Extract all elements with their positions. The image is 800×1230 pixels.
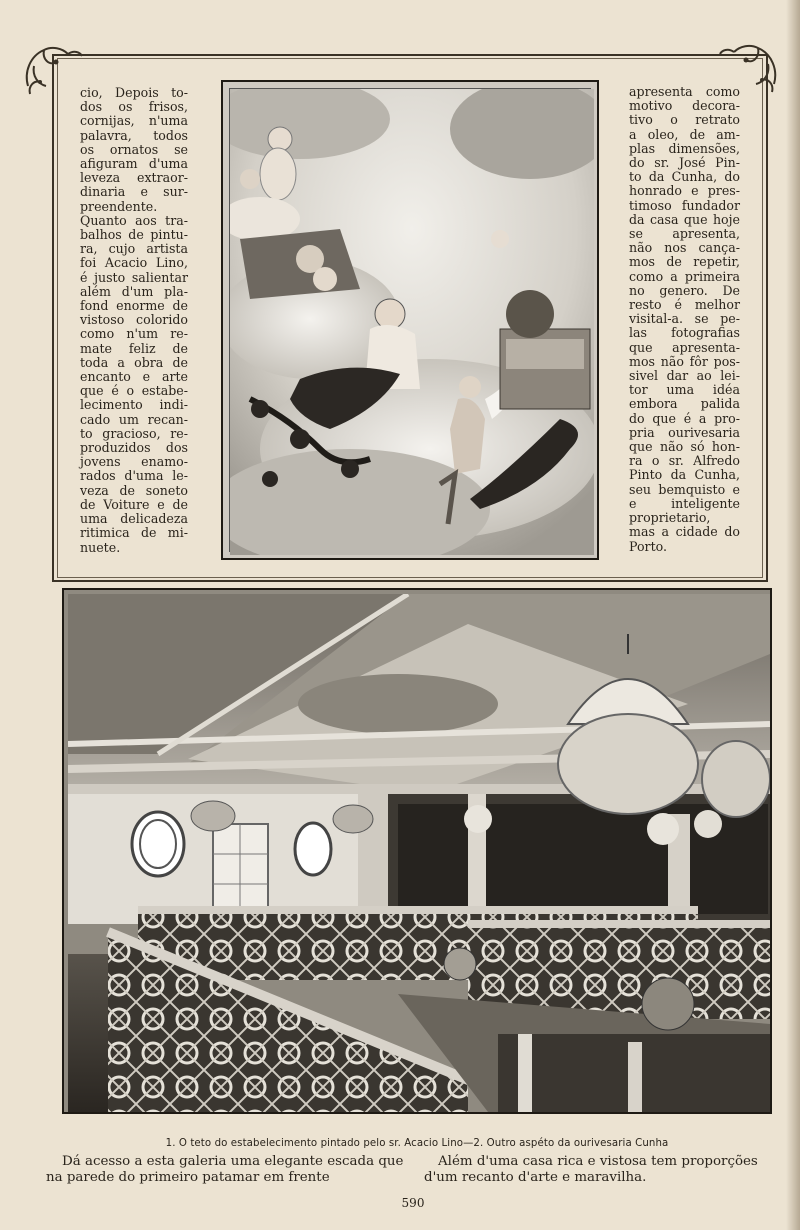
text-line: mos de repetir,	[629, 254, 740, 270]
text-line: resto é melhor	[629, 297, 740, 313]
text-line: Dá acesso a esta galeria uma elegante escada que	[62, 1154, 404, 1169]
text-line: cornijas, n'uma	[80, 113, 188, 129]
text-line: leveza extraor-	[80, 170, 188, 186]
text-line: que apresenta-	[629, 339, 740, 355]
text-line: preendente.	[80, 198, 158, 214]
text-line: mas a cidade do	[629, 524, 740, 540]
text-line: mos não fôr pos-	[629, 353, 740, 369]
page-edge-shadow	[786, 0, 800, 1230]
text-line: d'um recanto d'arte e maravilha.	[424, 1170, 647, 1185]
shop-interior-photo	[62, 588, 772, 1114]
text-line: rados d'uma le-	[80, 468, 188, 484]
text-line: fond enorme de	[80, 298, 188, 314]
text-line: tivo o retrato	[629, 112, 740, 128]
text-line: Além d'uma casa rica e vistosa tem proporções	[438, 1154, 758, 1169]
text-line: encanto e arte	[80, 369, 188, 385]
right-text-column	[629, 85, 740, 554]
text-line: apresenta como	[629, 84, 740, 99]
text-line: a oleo, de am-	[629, 126, 740, 142]
corner-ornament-icon	[22, 36, 86, 100]
text-line: lecimento indi-	[80, 397, 188, 413]
left-text-column	[80, 86, 188, 555]
text-line: de Voiture e de	[80, 496, 188, 512]
text-line: além d'um pla-	[80, 283, 188, 299]
text-line: ra, cujo artista	[80, 241, 188, 257]
text-line: na parede do primeiro patamar em frente	[46, 1170, 330, 1185]
text-line: honrado e pres-	[629, 183, 740, 199]
text-line: jovens enamo-	[80, 454, 188, 470]
bottom-right-paragraph	[424, 1154, 776, 1186]
bottom-left-paragraph	[46, 1154, 404, 1186]
text-line: que é o estabe-	[80, 383, 188, 399]
text-line: é justo salientar	[80, 269, 188, 285]
text-line: proprietario,	[629, 510, 711, 526]
ceiling-painting-photo	[221, 80, 599, 560]
text-line: se apresenta,	[629, 226, 740, 242]
text-line: nuete.	[80, 539, 121, 555]
text-line: motivo decora-	[629, 98, 740, 114]
text-line: ra o sr. Alfredo	[629, 453, 740, 469]
shop-interior-image	[68, 594, 770, 1112]
page-number: 590	[401, 1196, 425, 1210]
text-line: to da Cunha, do	[629, 169, 740, 185]
text-line: Quanto aos tra-	[80, 212, 188, 228]
text-line: uma delicadeza	[80, 511, 188, 527]
text-line: produzidos dos	[80, 440, 188, 456]
text-line: dos os frisos,	[80, 99, 188, 115]
text-line: seu bemquisto e	[629, 481, 740, 497]
text-line: que não só hon-	[629, 439, 740, 455]
text-line: to gracioso, re-	[80, 425, 188, 441]
text-line: veza de soneto	[80, 482, 188, 498]
text-line: afiguram d'uma	[80, 156, 188, 172]
text-line: vistoso colorido	[80, 312, 188, 328]
text-line: não nos cança-	[629, 240, 740, 256]
text-line: palavra, todos	[80, 127, 188, 143]
text-line: Pinto da Cunha,	[629, 467, 740, 483]
text-line: mate feliz de	[80, 340, 188, 356]
text-line: e inteligente	[629, 495, 740, 511]
figure-caption: 1. O teto do estabelecimento pintado pelo sr. Acacio Lino—2. Outro aspéto da ourivesaria Cunha	[165, 1138, 669, 1149]
text-line: dinaria e sur-	[80, 184, 188, 200]
text-line: pria ourivesaria	[629, 424, 740, 440]
text-line: no genero. De	[629, 282, 740, 298]
text-line: timoso fundador	[629, 197, 740, 213]
text-line: tor uma idéa	[629, 382, 740, 398]
text-line: do sr. José Pin-	[629, 155, 740, 171]
text-line: do que é a pro-	[629, 410, 740, 426]
text-line: como a primeira	[629, 268, 740, 284]
text-line: os ornatos se	[80, 141, 188, 157]
ceiling-painting-image	[230, 89, 594, 555]
text-line: ritimica de mi-	[80, 525, 188, 541]
text-line: Porto.	[629, 538, 667, 554]
text-line: las fotografias	[629, 325, 740, 341]
text-line: embora palida	[629, 396, 740, 412]
text-line: sivel dar ao lei-	[629, 368, 740, 384]
text-line: plas dimensões,	[629, 140, 740, 156]
text-line: como n'um re-	[80, 326, 188, 342]
text-line: da casa que hoje	[629, 211, 740, 227]
text-line: cado um recan-	[80, 411, 188, 427]
text-line: foi Acacio Lino,	[80, 255, 188, 271]
text-line: cio, Depois to-	[80, 85, 188, 100]
text-line: toda a obra de	[80, 354, 188, 370]
text-line: balhos de pintu-	[80, 227, 188, 243]
text-line: visital-a. se pe-	[629, 311, 740, 327]
